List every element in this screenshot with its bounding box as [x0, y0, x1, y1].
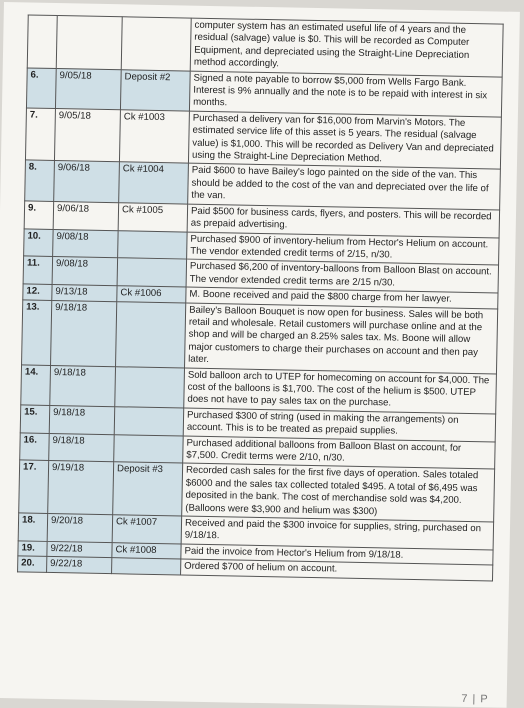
table-row [25, 108, 501, 170]
entry-date: 9/18/18 [49, 405, 115, 434]
entry-reference [114, 406, 184, 435]
entry-description: Recorded cash sales for the first five days of operation. Sales totaled $6000 and the sales tax collected totaled $495. A total of $6,495 was deposited in the bank. The cost of merchandise sold was $4,200. (Balloons were $3,900 and helium was $300) [182, 463, 495, 522]
entry-number: 14. [21, 364, 51, 405]
entry-number: 15. [20, 405, 50, 433]
entry-number [27, 15, 57, 68]
entry-description: Ordered $700 of helium on account. [181, 559, 493, 580]
entry-number: 6. [26, 68, 56, 109]
table-row [27, 15, 503, 77]
entry-reference: Deposit #3 [113, 462, 183, 516]
entry-reference [114, 434, 184, 463]
entry-reference [117, 258, 187, 287]
entry-reference: Ck #1006 [117, 286, 186, 303]
entry-reference: Ck #1003 [119, 110, 189, 164]
entry-reference: Deposit #2 [120, 69, 190, 111]
entry-date: 9/05/18 [55, 68, 121, 109]
entry-description: Paid $600 to have Bailey's logo painted on the side of the van. This should be added to the cost of the van and depreciated over the life of the van. [188, 164, 501, 210]
entry-date: 9/18/18 [49, 433, 115, 462]
entry-date: 9/06/18 [53, 201, 119, 230]
entry-date: 9/08/18 [52, 257, 118, 286]
entry-description: Bailey's Balloon Bouquet is now open for business. Sales will be both retail and wholesale. Retail customers will purchase online and at the shop and will be charged an 8.25% sales tax. Ms. Boone will allow major customers to charge their purchases on account and then pay later. [185, 303, 498, 374]
entry-reference: Ck #1005 [118, 202, 188, 231]
entry-description: Sold balloon arch to UTEP for homecoming on account for $4,000. The cost of the balloons is $1,700. The cost of the helium is $500. UTEP does not have to pay sales tax on the purchase. [184, 368, 497, 414]
entry-number: 17. [19, 460, 49, 513]
table-row [22, 299, 498, 373]
entry-description: Purchased a delivery van for $16,000 from Marvin's Motors. The estimated service life of this asset is 5 years. The residual (salvage value) is $1,000. This will be recorded as Delivery Van and depreciated using the Straight-Line Depreciation Method. [188, 111, 501, 170]
entry-date: 9/19/18 [48, 461, 114, 515]
entry-reference: Ck #1008 [112, 543, 181, 560]
entry-number: 7. [25, 108, 55, 161]
entry-description: computer system has an estimated useful life of 4 years and the residual (salvage) value is $0. This will be recorded as Computer Equipment, and depreciated using the Straight-Line Depreciation method accordingly. [190, 18, 503, 77]
entry-reference [112, 558, 181, 575]
entry-date: 9/18/18 [51, 300, 117, 366]
entry-number: 11. [23, 256, 53, 284]
entry-reference [116, 301, 186, 367]
entry-description: Paid $500 for business cards, flyers, and posters. This will be recorded as prepaid advertising. [187, 204, 499, 238]
entry-description: Received and paid the $300 invoice for supplies, string, purchased on 9/18/18. [181, 516, 493, 550]
entry-reference: Ck #1004 [119, 162, 189, 204]
entry-reference [115, 366, 185, 408]
entry-description: Purchased $6,200 of inventory-balloons from Balloon Blast on account. The vendor extended credit terms are 2/15 n/30. [186, 259, 498, 293]
entry-date: 9/05/18 [54, 108, 120, 162]
entry-reference [118, 230, 188, 259]
table-row [19, 460, 495, 522]
entry-number: 19. [18, 541, 47, 557]
entry-description: Paid the invoice from Hector's Helium from 9/18/18. [181, 544, 493, 565]
entry-number: 12. [23, 284, 52, 300]
entry-number: 18. [18, 513, 48, 541]
entry-date [56, 16, 122, 70]
entry-description: Purchased $300 of string (used in making the arrangements) on account. This is to be treated as prepaid supplies. [183, 408, 495, 442]
entry-date: 9/08/18 [53, 229, 119, 258]
entry-number: 16. [20, 432, 50, 460]
entry-description: Signed a note payable to borrow $5,000 from Wells Fargo Bank. Interest is 9% annually and the note is to be repaid with interest in six months. [189, 71, 502, 117]
transactions-table [17, 14, 504, 581]
entry-number: 13. [22, 299, 52, 365]
entry-description: Purchased $900 of inventory-helium from Hector's Helium on account. The vendor extended credit terms of 2/15, n/30. [187, 232, 499, 266]
entry-number: 9. [24, 201, 54, 229]
entry-number: 10. [24, 228, 54, 256]
page-number: 7 | P [461, 692, 489, 706]
entry-date: 9/18/18 [50, 365, 116, 406]
entry-description: M. Boone received and paid the $800 charge from her lawyer. [186, 287, 498, 308]
document-page [0, 2, 520, 708]
entry-reference: Ck #1007 [112, 515, 182, 544]
entry-date: 9/22/18 [47, 557, 112, 574]
entry-date: 9/13/18 [52, 285, 117, 302]
entry-number: 8. [25, 160, 55, 201]
entry-date: 9/06/18 [54, 161, 120, 202]
entry-number: 20. [18, 556, 47, 572]
entry-description: Purchased additional balloons from Balloon Blast on account, for $7,500. Credit terms were 2/10, n/30. [183, 436, 495, 470]
entry-reference [121, 17, 191, 71]
entry-date: 9/22/18 [47, 541, 112, 558]
entry-date: 9/20/18 [47, 513, 113, 542]
